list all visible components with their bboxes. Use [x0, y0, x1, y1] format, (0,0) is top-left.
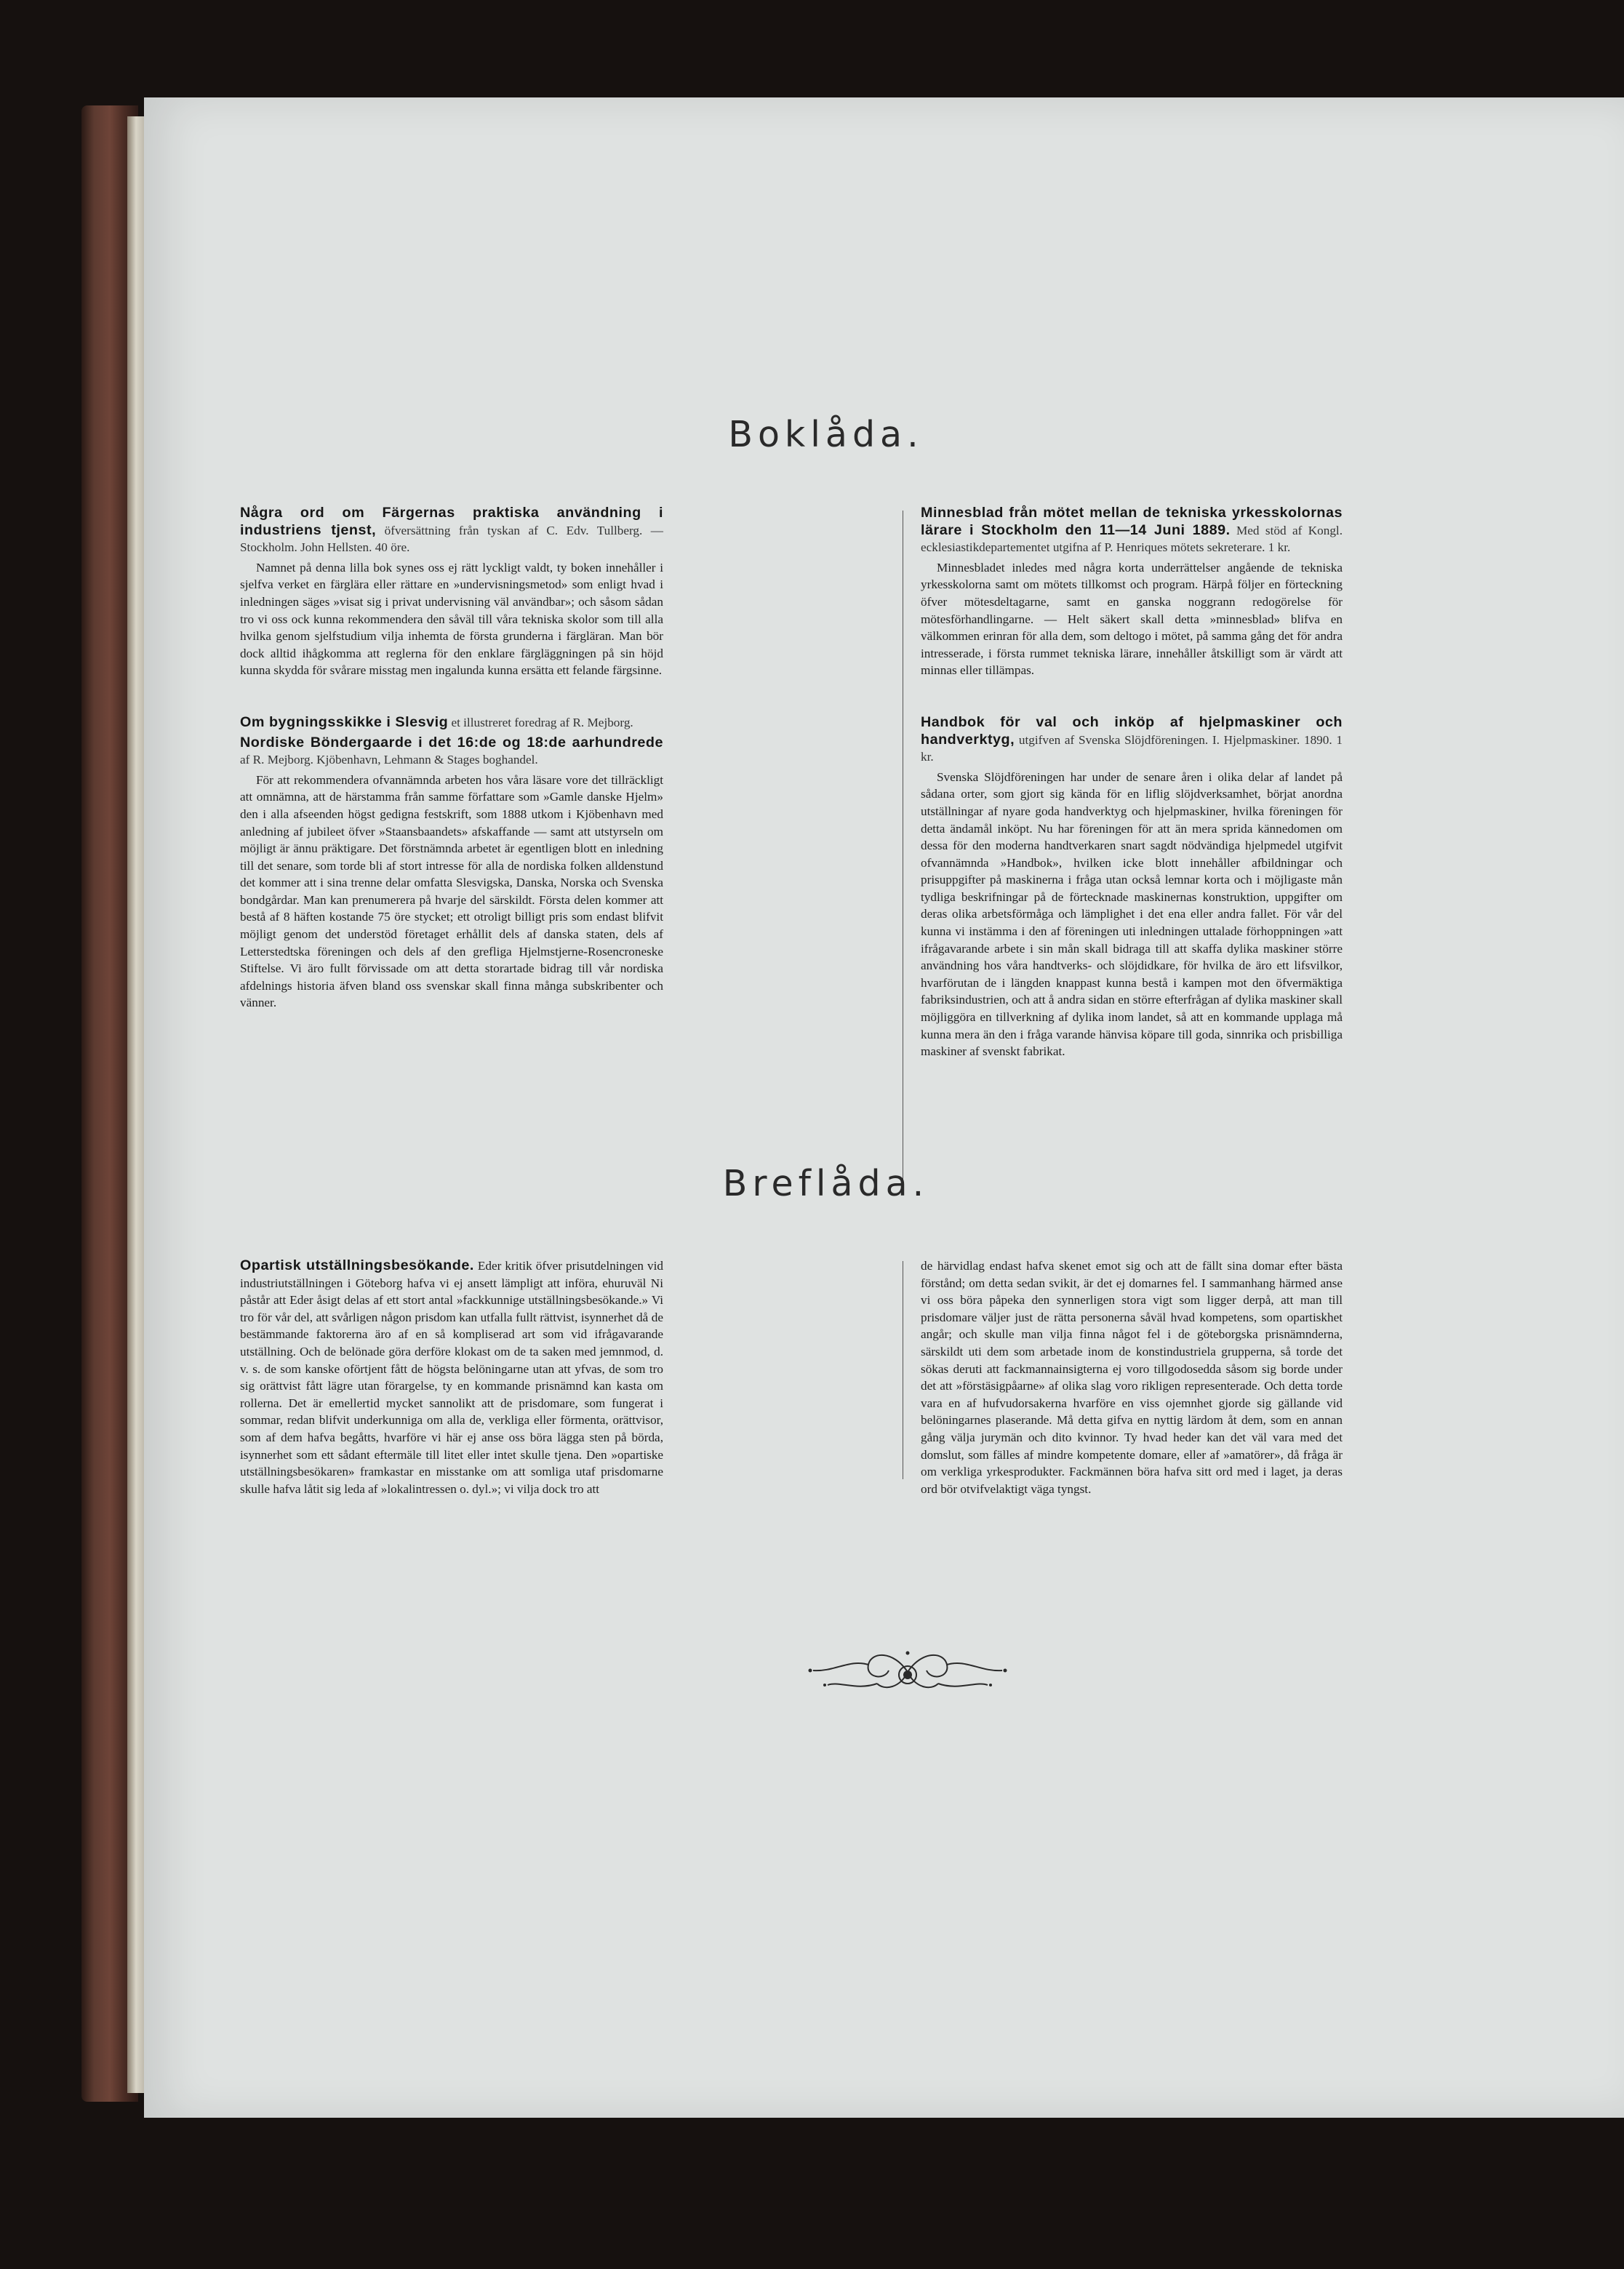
entry-subheading: Nordiske Böndergaarde i det 16:de og 18:de aarhundrede — [240, 734, 663, 751]
entry-meta: Med stöd af Kongl. ecklesiastikdepartementet utgifna af P. Henriques mötets sekreterare. 1 kr. — [921, 523, 1343, 555]
review-entry-handbok — [921, 714, 1343, 1060]
entry-text: Minnesbladet inledes med några korta underrättelser angående de tekniska yrkesskolorna samt om mötets tillkomst och program. Härpå följer en förteckning öfver mötesdeltagarne, samt en ganska noggrann redogörelse för mötesförhandlingarne. — Helt säkert skall detta »minnesblad» blifva en välkommen erinran för alla dem, som deltogo i mötet, på samma gång det för andra intresserade, i första rummet tekniska lärare, innehåller åtskilligt som är värdt att minnas eller tillämpas. — [921, 560, 1343, 678]
book-page — [144, 97, 1624, 2118]
letter-text-right: de härvidlag endast hafva skenet emot sig och att de fällt sina domar efter bästa förstånd; om detta sedan svikit, är det ej domarnes fel. I sammanhang härmed anse vi oss böra påpeka den synnerligen stora vigt som ligger derpå, att man till prisdomare väljer just de rätta personerna såväl hvad kompetens, som opartiskhet angår; och skulle man vilja finna något fel i de göteborgska prisnämnderna, särskildt uti dem som arbetade inom de konstindustriela grupperna, så torde det sökas deruti att fackmannainsigterna ej voro tillgodosedda såsom sig borde under det att »förstäsigpåarne» af olika slag voro rikligen representerade. Och detta torde vara en af hufvudorsakerna hvarföre en viss ojemnhet gjorde sig gällande vid belöningarnes plaserande. Må detta gifva en nyttig lärdom åt dem, som en annan gång välja jurymän och dito kvinnor. Ty hvad heder kan det väl vara med det domslut, som fälles af mindre kompetente domare, eller af »amatörer», då fråga är om verkliga yrkesprodukter. Fackmännen böra hafva sitt ord med i laget, ja deras ord bör otvifvelaktigt väga tyngst. — [921, 1259, 1343, 1496]
boklada-right-column — [921, 505, 1343, 1094]
entry-meta: öfversättning från tyskan af C. Edv. Tullberg. — Stockholm. John Hellsten. 40 öre. — [240, 523, 663, 555]
review-entry-minnesblad — [921, 505, 1343, 679]
section-title-boklada: Boklåda. — [728, 414, 924, 455]
entry-meta: utgifven af Svenska Slöjdföreningen. I. Hjelpmaskiner. 1890. 1 kr. — [921, 732, 1343, 764]
entry-heading: Om bygningsskikke i Slesvig — [240, 713, 449, 730]
review-entry-slesvig — [240, 714, 663, 1012]
letter-text-left: Eder kritik öfver prisutdelningen vid industriutställningen i Göteborg hafva vi ej ansett lämpligt att införa, ehuruväl Ni påstår att Eder åsigt delas af ett stort antal »fackkunnige utställningsbesökande.» Vi tro för vår del, att svårligen någon prisdom kan utfalla fullt rättvist, isynnerhet då de bestämmande faktorerna äro af en så kompliserad art som vid ifrågavarande utställning. Och de belönade göra derföre klokast om de ta saken med jemnmod, d. v. s. de som kanske oförtjent fått de högsta belöningarne utan att yfvas, de som tro sig orättvist fått lägre utan förargelse, ty en kommande prisnämnd kan kasta om rollerna. Det är emellertid mycket sannolikt att de prisdomare, som fungerat i sommar, redan blifvit underkunniga om alla de, verkliga eller förmenta, orättvisor, som af dem hafva begåtts, hvarföre vi här ej anse oss böra lägga sten på börda, isynnerhet som ett sådant eftermäle till litet eller intet skulle tjena. Den »opartiske utställningsbesökaren» framkastar en misstanke om att somliga utaf prisdomarne skulle hafva låtit sig leda af »lokalintressen o. dyl.»; vi vilja dock tro att — [240, 1259, 663, 1496]
decorative-ornament — [799, 1643, 1017, 1701]
entry-text: Namnet på denna lilla bok synes oss ej rätt lyckligt valdt, ty boken innehåller i sjelfva verket en färglära eller rättare en »undervisningsmetod» som enligt hvad i inledningen säges »visat sig i privat undervisning väl användbar»; och såsom sådan tro vi oss ock kunna rekommendera den såväl till våra tekniska skolor som till alla hvilka genom sjelfstudium vilja inhemta de första grunderna i färgläran. Man bör dock alltid ihågkomma att reglerna för den enklare färgläggningen på sin höjd kunna skydda för svårare misstag men ingalunda kunna ersätta ett felande färgsinne. — [240, 560, 663, 678]
breflada-left-column — [240, 1257, 663, 1500]
entry-heading: Minnesblad från mötet mellan de tekniska yrkesskolornas lärare i Stockholm den 11—14 Juni 1889. — [921, 505, 1343, 538]
entry-text: För att rekommendera ofvannämnda arbeten hos våra läsare vore det tillräckligt att omnämna, att de härstamma från samme författare som »Gamle danske Hjelm» den i alla afseenden högst gedigna festskrift, som 1888 utkom i Kjöbenhavn med anledning af jubileet öfver »Staansbaandets» afskaffande — samt att utstyrseln om möjligt är ännu präktigare. Det förstnämnda arbetet är egentligen blott en inledning till det senare, som torde bli af stort intresse för alla de nordiska folken alldenstund det kommer att i sina trenne delar omfatta Slesvigska, Danska, Norska och Svenska bondgårdar. Man kan prenumerera på hvarje del särskildt. Första delen kommer att bestå af 8 häften kostande 75 öre stycket; ett otroligt billigt pris som endast blifvit möjligt genom det understöd företaget erhållit dels af danska staten, dels af Letterstedtska föreningen och dels af den grefliga Hjelmstjerne-Rosencroneske Stiftelse. Vi äro fullt förvissade om att detta storartade bidrag till vår nordiska afdelnings historia äfven bland oss svenskar skall finna många subskribenter och vänner. — [240, 772, 663, 1010]
review-entry-fargernas — [240, 505, 663, 679]
page-content — [144, 97, 1508, 2118]
entry-heading: Några ord om Färgernas praktiska användning i industriens tjenst, — [240, 505, 663, 538]
entry-text: Svenska Slöjdföreningen har under de senare åren i olika delar af landet på sådana orter, som gjort sig kända för en liflig slöjdverksamhet, börjat anordna utställningar af nyare goda handverktyg och hjelpmaskiner, hvilka föreningen för detta ändamål inköpt. Nu har föreningen för att än mera sprida kännedomen om dessa för den moderna handtverkaren snart sagdt nödvändiga hjelpmedel utgifvit ofvannämnda »Handbok», hvilken icke blott innehåller afbildningar och prisuppgifter på maskinerna i fråga utan också lemnar korta och i möjligaste mån tydliga beskrifningar på de förtecknade maskinernas konstruktion, uppgifter om deras olika arbetsförmåga och lämplighet i det ena eller andra fallet. För vår del kunna vi instämma i den af föreningen uti inledningen uttalade förhoppningen »att ifrågavarande arbete i sin mån skall bidraga till att skaffa dylika maskiner större användning hos våra handtverks- och slöjdidkare, för hvilka de äro ett lifsvilkor, hvarförutan de i längden knappast kunna bestå i kampen mot den öfvermäktiga fabriksindustrien, och att å andra sidan en större efterfrågan af dylika maskiner skall möjliggöra en tillverkning af dylika inom landet, så att en kommande upplaga må kunna mera än den i fråga varande hänvisa köpare till goda, sinnrika och prisbilliga maskiner af svenskt fabrikat. — [921, 769, 1343, 1059]
entry-meta: af R. Mejborg. Kjöbenhavn, Lehmann & Stages boghandel. — [240, 753, 538, 767]
entry-heading: Handbok för val och inköp af hjelpmaskiner och handverktyg, — [921, 713, 1343, 748]
letter-heading: Opartisk utställningsbesökande. — [240, 1257, 474, 1273]
breflada-right-column — [921, 1257, 1343, 1500]
boklada-left-column — [240, 505, 663, 1045]
entry-meta: et illustreret foredrag af R. Mejborg. — [448, 715, 633, 729]
section-title-breflada: Breflåda. — [722, 1163, 929, 1204]
